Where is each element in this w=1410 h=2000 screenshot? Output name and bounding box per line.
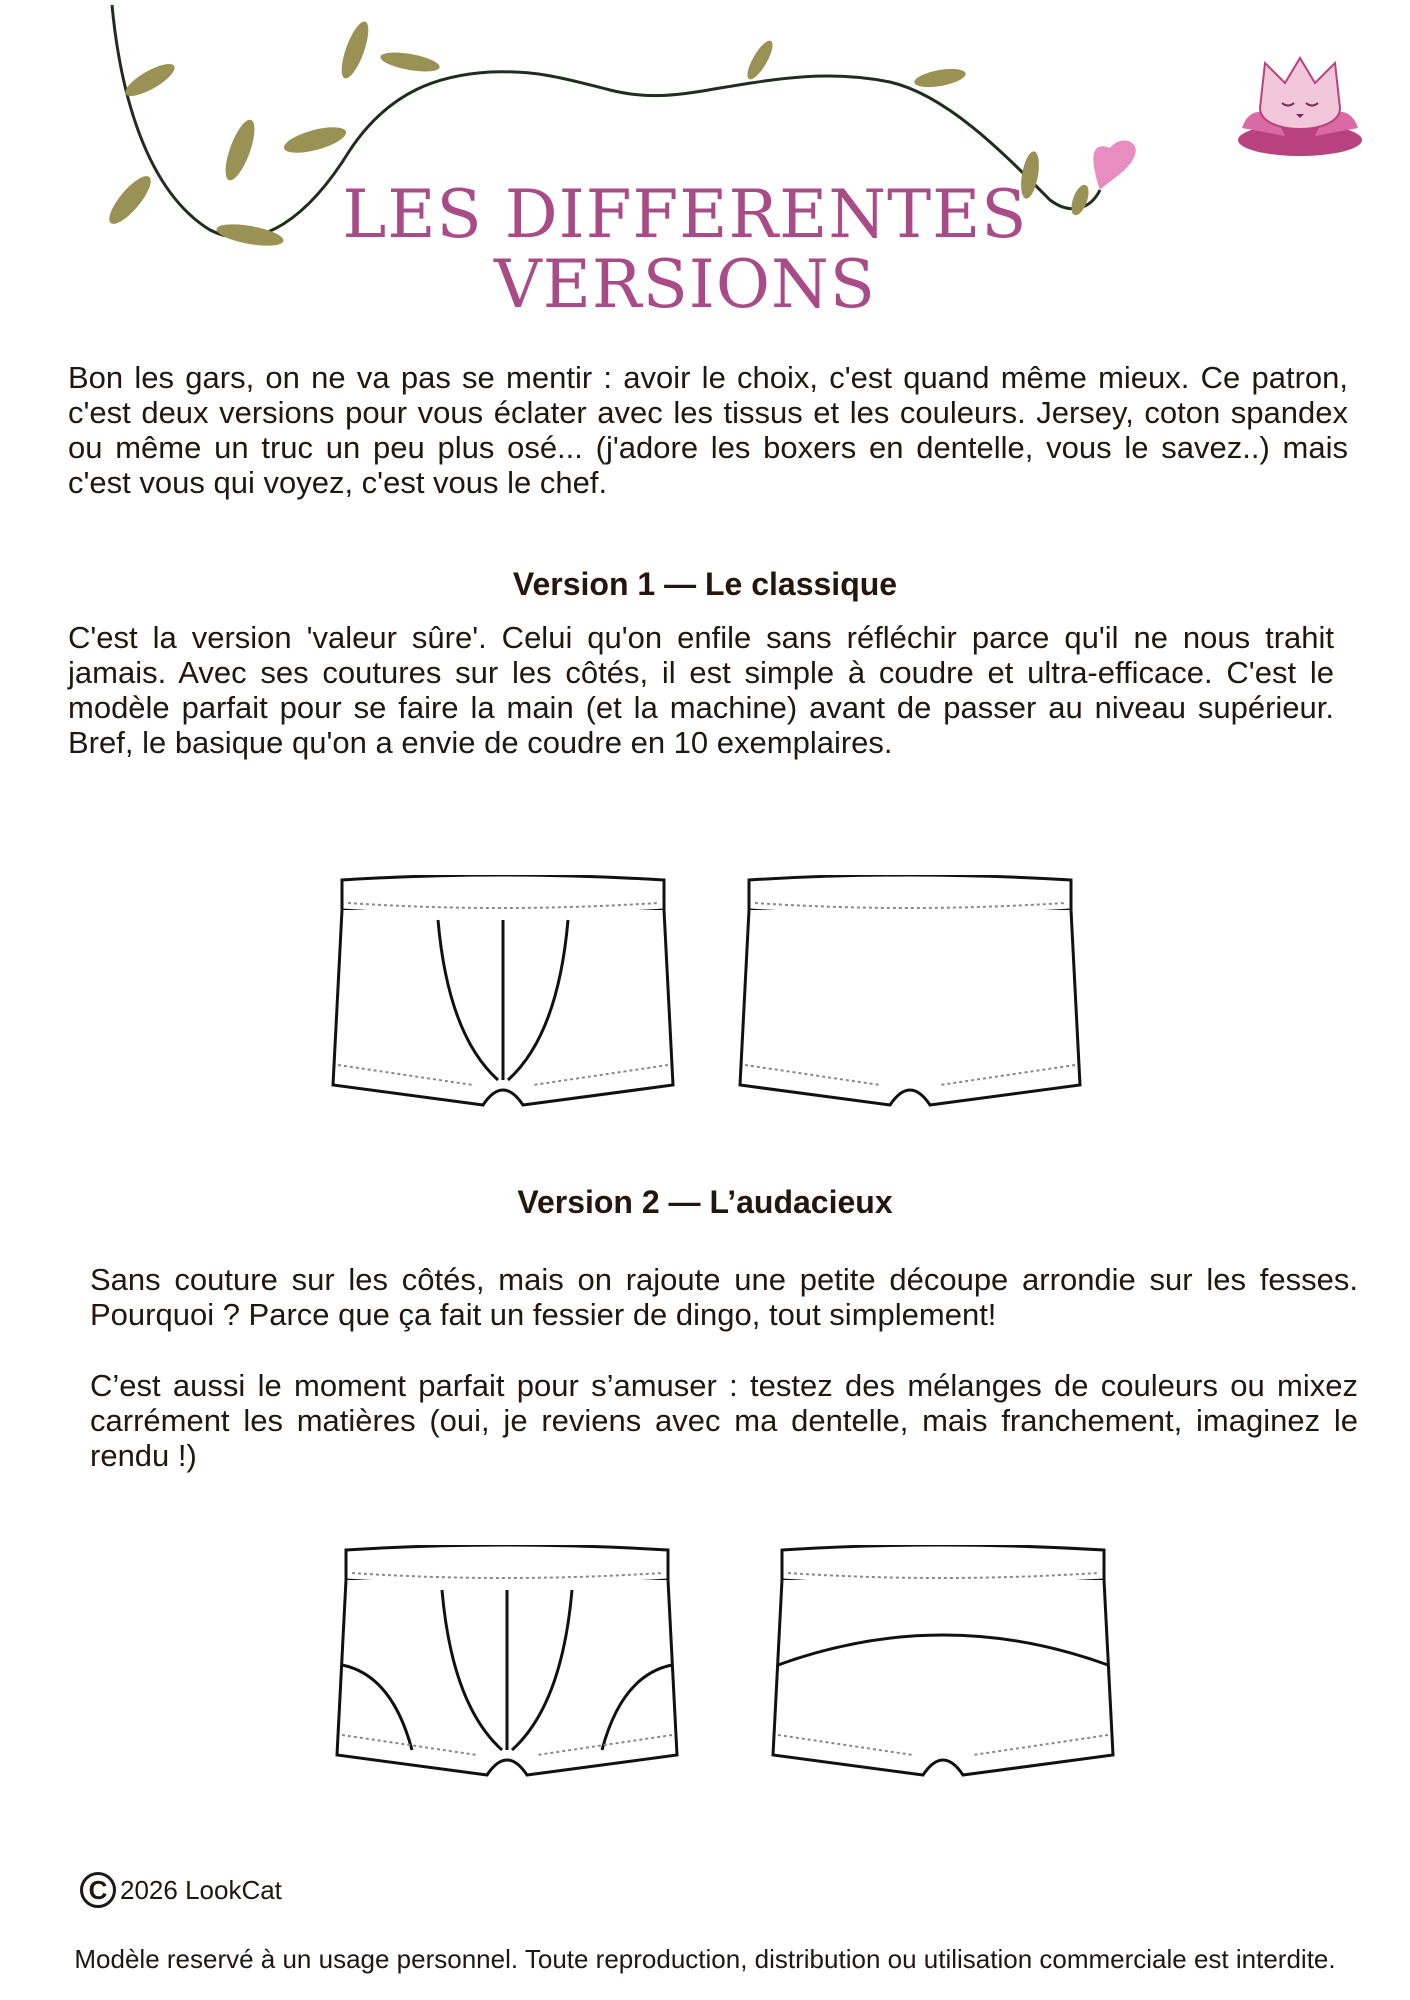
version1-back-drawing bbox=[735, 875, 1085, 1113]
page-title-line1: LES DIFFERENTES bbox=[342, 176, 1028, 253]
intro-paragraph: Bon les gars, on ne va pas se mentir : avoir le choix, c'est quand même mieux. Ce patron, c'est deux versions pour vous éclater avec les tissus et les couleurs. Jersey, coton spandex ou même un truc un peu plus osé... (j'adore les boxers en dentelle, vous le savez..) mais c'est vous qui voyez, c'est vous le chef. bbox=[68, 360, 1348, 500]
version2-back-drawing bbox=[768, 1545, 1118, 1783]
version2-front-drawing bbox=[332, 1545, 682, 1783]
copyright-line bbox=[80, 1872, 282, 1908]
footer-notice: Modèle reservé à un usage personnel. Toute reproduction, distribution ou utilisation commerciale est interdite. bbox=[74, 1944, 1336, 1974]
version1-front-drawing bbox=[328, 875, 678, 1113]
copyright-icon: C bbox=[80, 1872, 116, 1908]
version2-paragraph-2: C’est aussi le moment parfait pour s’amuser : testez des mélanges de couleurs ou mixez carrément les matières (oui, je reviens avec ma dentelle, mais franchement, imaginez le rendu !) bbox=[90, 1368, 1358, 1473]
version2-heading: Version 2 — L’audacieux bbox=[517, 1184, 893, 1220]
version1-paragraph: C'est la version 'valeur sûre'. Celui qu'on enfile sans réfléchir parce qu'il ne nous trahit jamais. Avec ses coutures sur les côtés, il est simple à coudre et ultra-efficace. C'est le modèle parfait pour se faire la main (et la machine) avant de passer au niveau supérieur. Bref, le basique qu'on a envie de coudre en 10 exemplaires. bbox=[68, 620, 1334, 760]
version1-heading: Version 1 — Le classique bbox=[512, 566, 898, 602]
version2-paragraph-1: Sans couture sur les côtés, mais on rajoute une petite découpe arrondie sur les fesses. Pourquoi ? Parce que ça fait un fessier de dingo, tout simplement! bbox=[90, 1262, 1358, 1332]
copyright-text: 2026 LookCat bbox=[120, 1874, 282, 1905]
lotus-cat-icon bbox=[1230, 48, 1370, 160]
page-title-line2: VERSIONS bbox=[494, 246, 876, 323]
